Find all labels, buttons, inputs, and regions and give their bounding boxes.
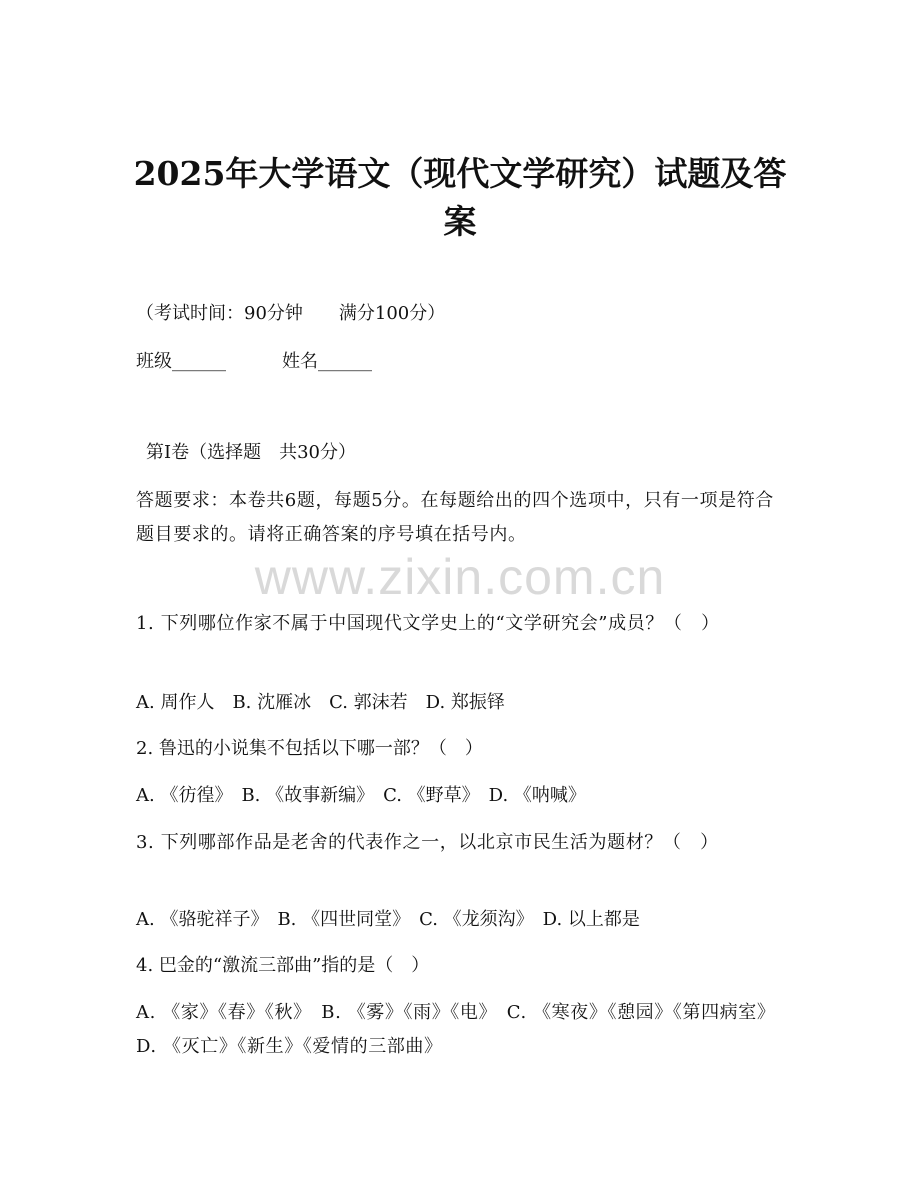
question-2-stem: 2. 鲁迅的小说集不包括以下哪一部？（ ） xyxy=(136,738,483,759)
watermark: www.zixin.com.cn xyxy=(254,549,666,605)
exam-info: （考试时间：90分钟 满分100分） xyxy=(136,303,446,324)
student-info-row xyxy=(136,345,372,379)
question-1-options: A. 周作人 B. 沈雁冰 C. 郭沫若 D. 郑振铎 xyxy=(136,692,505,713)
question-3-options: A. 《骆驼祥子》 B. 《四世同堂》 C. 《龙须沟》 D. 以上都是 xyxy=(136,909,640,930)
page-title: 2025年大学语文（现代文学研究）试题及答案 xyxy=(133,154,787,241)
class-field-label: 班级______ xyxy=(136,351,226,372)
question-3-stem: 3. 下列哪部作品是老舍的代表作之一，以北京市民生活为题材？（ ） xyxy=(136,832,719,853)
question-4-stem: 4. 巴金的“激流三部曲”指的是（ ） xyxy=(136,955,430,976)
name-field-label: 姓名______ xyxy=(282,351,372,372)
section-header: 第I卷（选择题 共30分） xyxy=(146,442,357,463)
question-2-options: A. 《彷徨》 B. 《故事新编》 C. 《野草》 D. 《呐喊》 xyxy=(136,785,586,806)
question-1-stem: 1. 下列哪位作家不属于中国现代文学史上的“文学研究会”成员？（ ） xyxy=(136,613,720,634)
instructions: 答题要求：本卷共6题，每题5分。在每题给出的四个选项中，只有一项是符合题目要求的。请将正确答案的序号填在括号内。 xyxy=(136,490,774,545)
question-4-options: A. 《家》《春》《秋》 B. 《雾》《雨》《电》 C. 《寒夜》《憩园》《第四病室》 D. 《灭亡》《新生》《爱情的三部曲》 xyxy=(136,1002,786,1057)
